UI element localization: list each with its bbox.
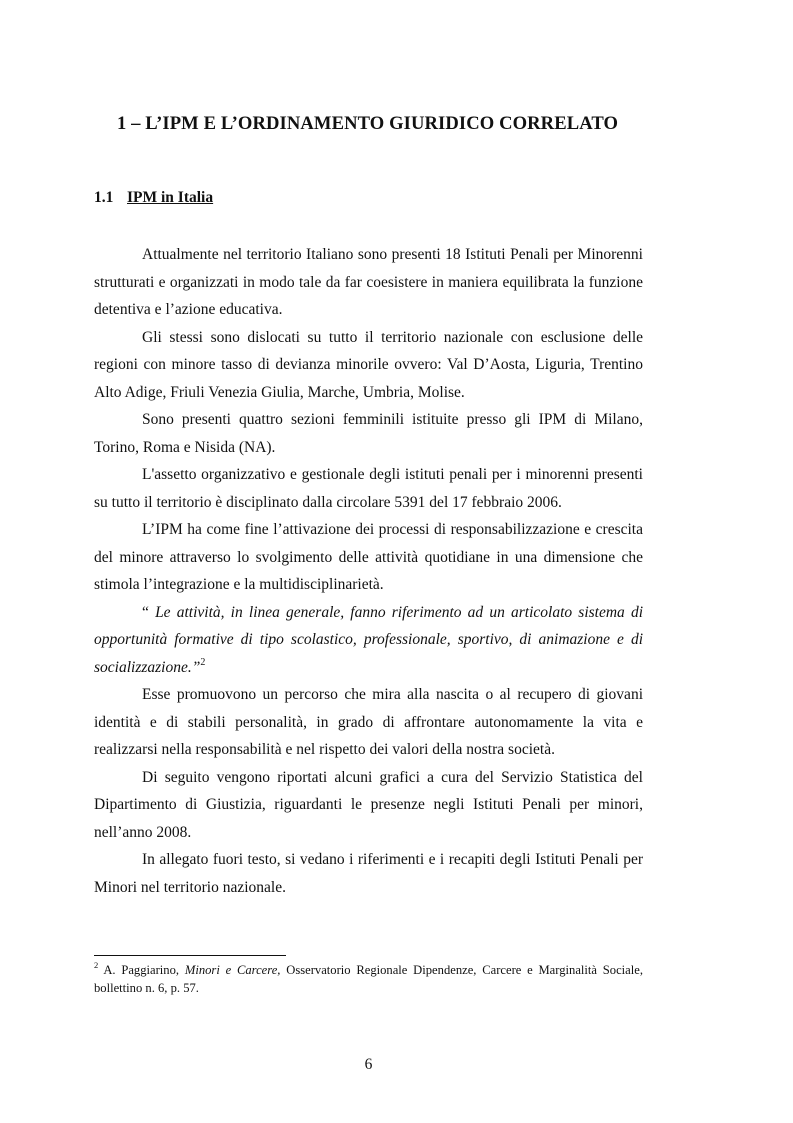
paragraph: Attualmente nel territorio Italiano sono presenti 18 Istituti Penali per Minorenni strutturati e organizzati in modo tale da far coesistere in maniera equilibrata la funzione detentiva e l’azione educativa.	[94, 246, 643, 318]
section-title: IPM in Italia	[127, 189, 214, 206]
footnote-separator	[94, 955, 286, 956]
paragraph: Sono presenti quattro sezioni femminili istituite presso gli IPM di Milano, Torino, Roma e Nisida (NA).	[94, 411, 643, 456]
footnote-details: Osservatorio Regionale Dipendenze, Carcere e Marginalità Sociale, bollettino n. 6, p. 57.	[94, 963, 643, 995]
paragraph: In allegato fuori testo, si vedano i riferimenti e i recapiti degli Istituti Penali per Minori nel territorio nazionale.	[94, 851, 643, 896]
quote-paragraph	[94, 599, 643, 682]
footnote-work-title: Minori e Carcere,	[184, 963, 281, 977]
quote-text: Le attività, in linea generale, fanno riferimento ad un articolato sistema di opportunità formative di tipo scolastico, professionale, sportivo, di animazione e di socializzazione.	[94, 603, 644, 676]
section-heading	[94, 189, 213, 207]
footnote-number: 2	[94, 960, 99, 970]
paragraph: Esse promuovono un percorso che mira alla nascita o al recupero di giovani identità e di stabili personalità, in grado di affrontare autonomamente la vita e realizzarsi nella responsabilità e nel rispetto dei valori della nostra società.	[94, 686, 643, 758]
footnote-reference[interactable]: 2	[200, 656, 206, 668]
footnote-author: A. Paggiarino,	[103, 963, 180, 977]
page-number: 6	[364, 1056, 373, 1073]
paragraph: L'assetto organizzativo e gestionale degli istituti penali per i minorenni presenti su tutto il territorio è disciplinato dalla circolare 5391 del 17 febbraio 2006.	[94, 466, 643, 511]
quote-open-mark: “	[142, 603, 149, 621]
footnote	[94, 961, 643, 997]
paragraph: Gli stessi sono dislocati su tutto il territorio nazionale con esclusione delle regioni con minore tasso di devianza minorile ovvero: Val D’Aosta, Liguria, Trentino Alto Adige, Friuli Venezia Giulia, Marche, Umbria, Molise.	[94, 328, 643, 401]
paragraph: Di seguito vengono riportati alcuni grafici a cura del Servizio Statistica del Dipartimento di Giustizia, riguardanti le presenze negli Istituti Penali per minori, nell’anno 2008.	[94, 768, 643, 841]
chapter-title: 1 – L’IPM E L’ORDINAMENTO GIURIDICO CORRELATO	[117, 113, 619, 134]
quote-close-mark: ”	[191, 658, 201, 676]
section-number: 1.1	[94, 189, 114, 206]
body-text	[94, 241, 643, 901]
paragraph: L’IPM ha come fine l’attivazione dei processi di responsabilizzazione e crescita del minore attraverso lo svolgimento delle attività quotidiane in una dimensione che stimola l’integrazione e la multidisciplinarietà.	[94, 521, 643, 593]
